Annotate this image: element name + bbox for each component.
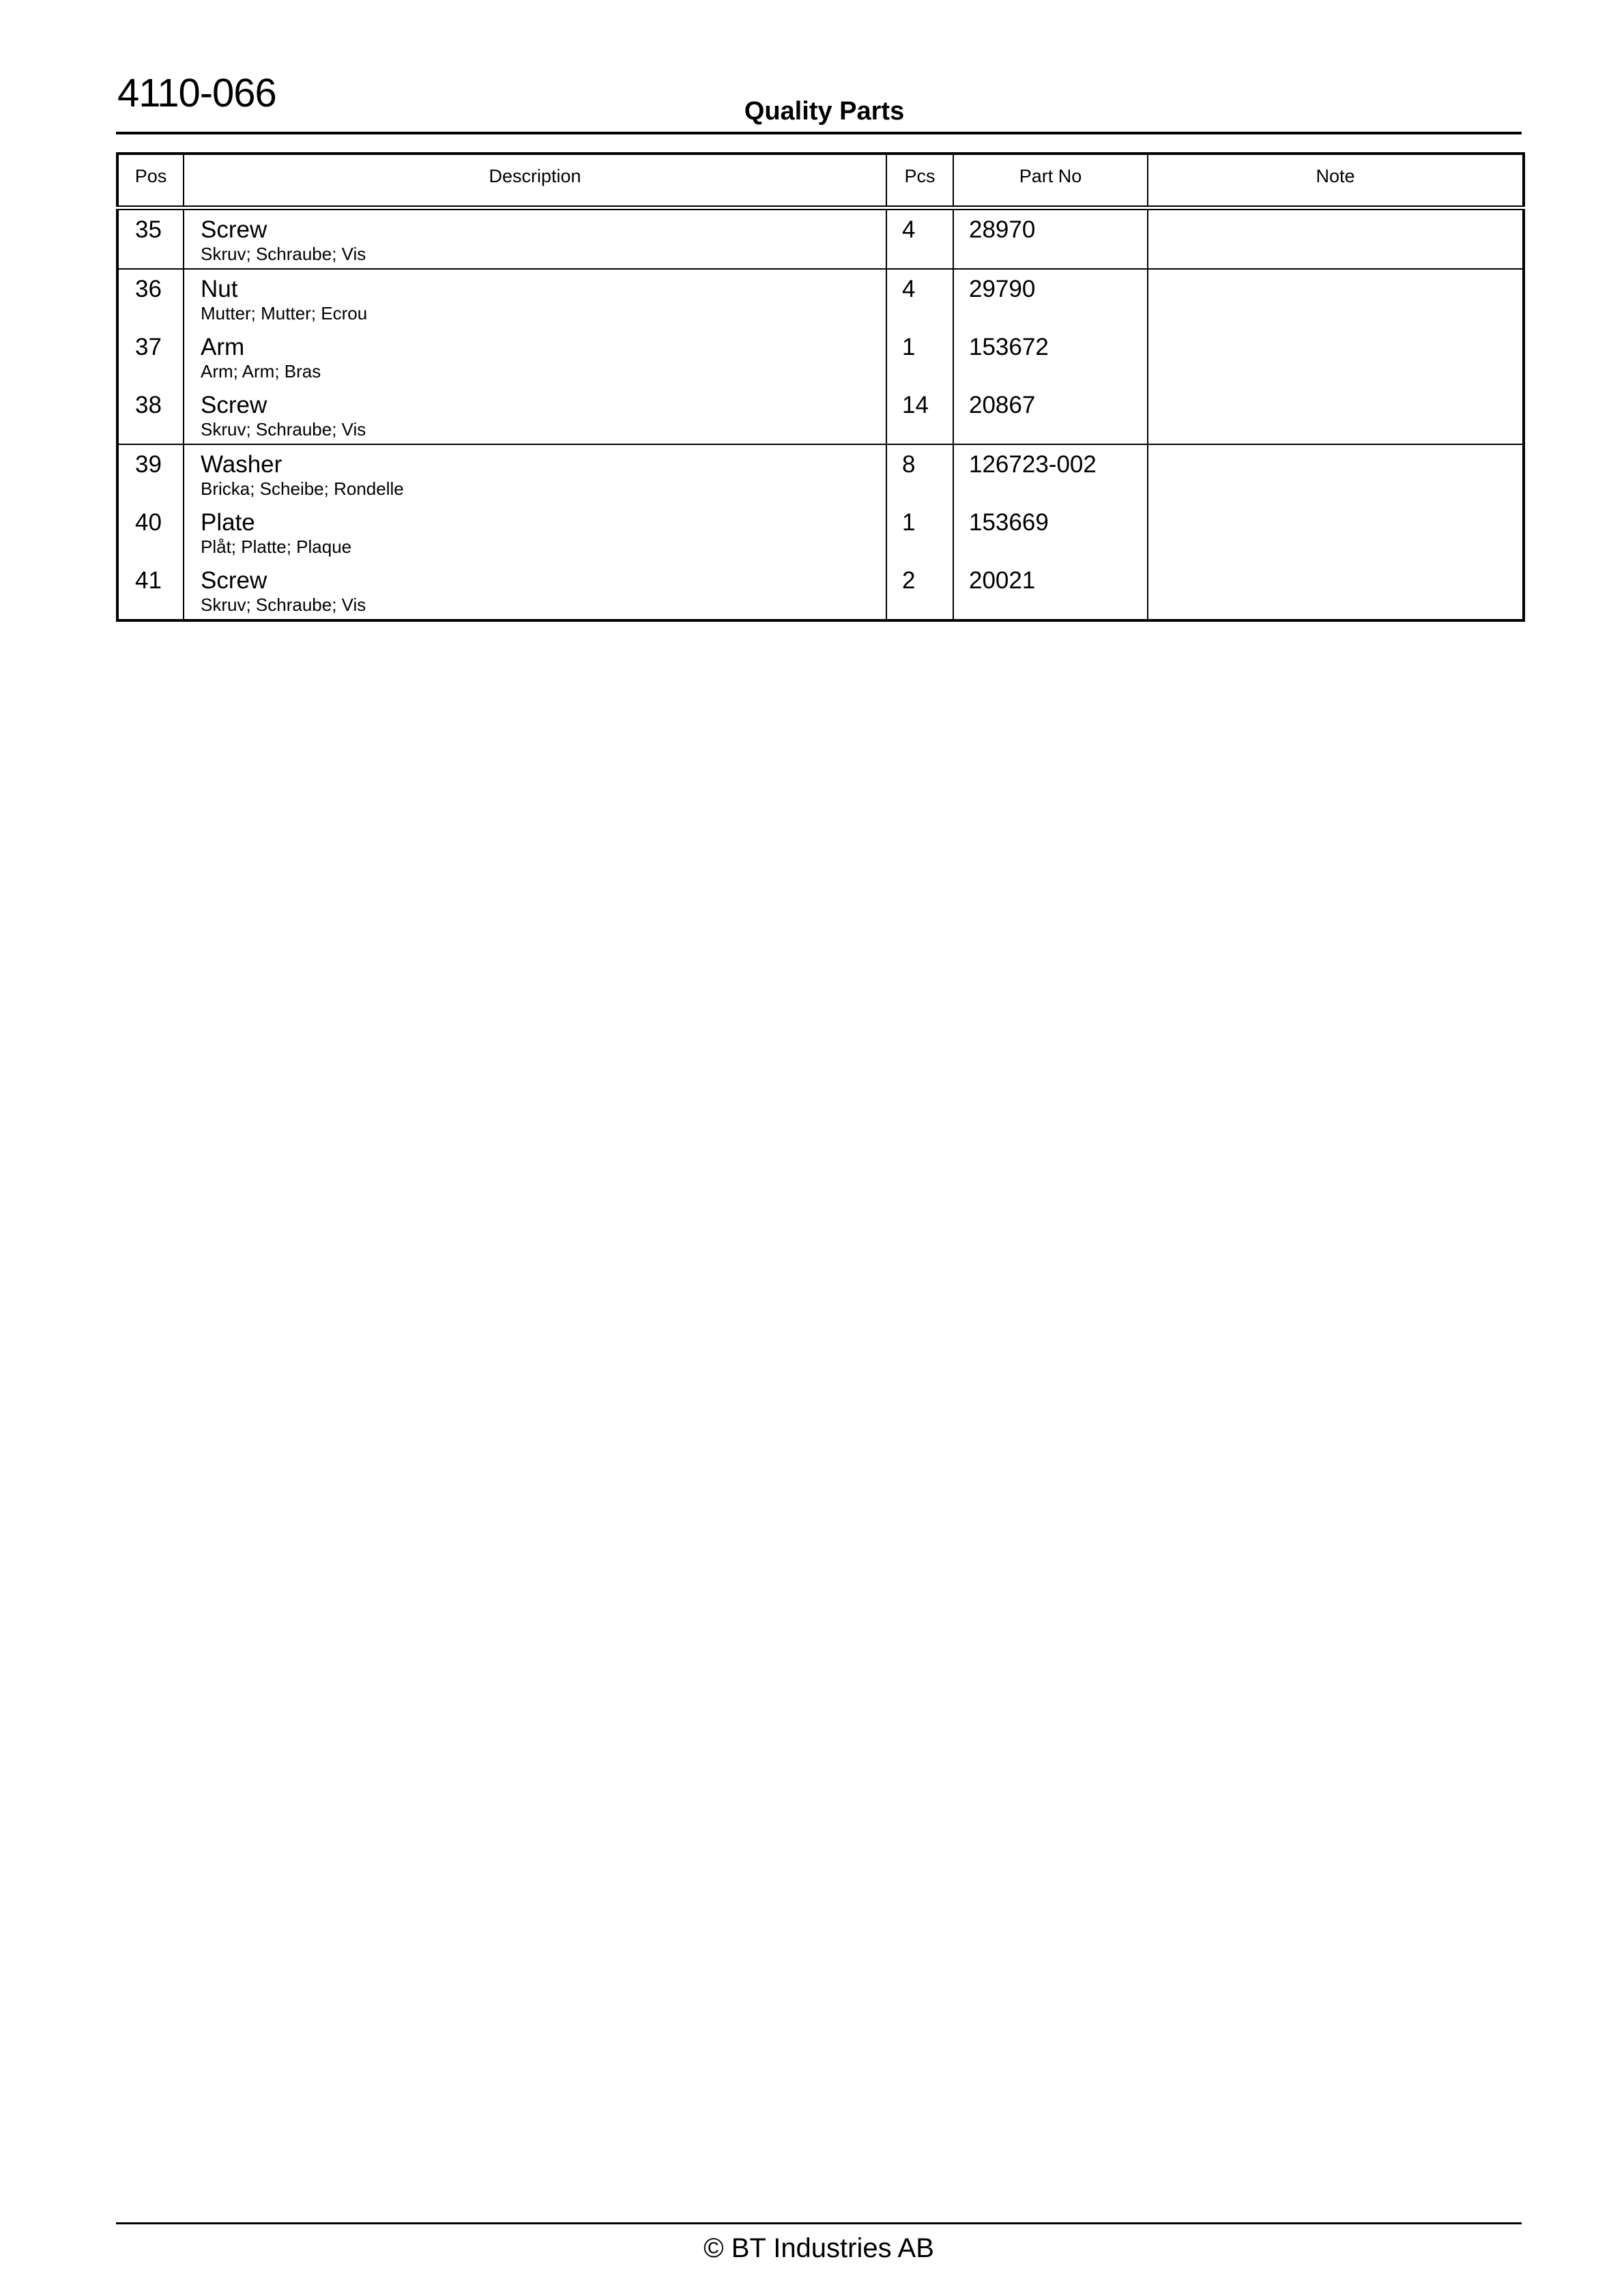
part-note	[1148, 445, 1522, 451]
cell-note	[1148, 386, 1524, 444]
part-translations: Skruv; Schraube; Vis	[201, 419, 366, 440]
piece-count: 4	[902, 276, 916, 302]
cell-pcs	[886, 561, 953, 620]
cell-note	[1148, 444, 1524, 503]
piece-count: 4	[902, 216, 916, 243]
cell-part-no	[953, 328, 1148, 386]
table-row	[117, 503, 1524, 561]
cell-part-no	[953, 208, 1148, 270]
part-note	[1148, 503, 1522, 509]
table-row	[117, 386, 1524, 444]
part-translations: Skruv; Schraube; Vis	[201, 594, 366, 615]
page-title: Quality Parts	[744, 97, 905, 126]
pos-number: 35	[135, 216, 162, 243]
row-group	[117, 444, 1524, 620]
part-translations: Skruv; Schraube; Vis	[201, 244, 366, 264]
column-header-part-no: Part No	[953, 154, 1148, 208]
cell-pos	[117, 503, 184, 561]
part-description: Arm	[201, 334, 245, 360]
row-group	[117, 269, 1524, 444]
part-number: 126723-002	[969, 451, 1097, 478]
cell-description	[184, 269, 886, 328]
column-header-pos: Pos	[117, 154, 184, 208]
part-note	[1148, 386, 1522, 392]
part-translations: Arm; Arm; Bras	[201, 361, 321, 382]
cell-note	[1148, 561, 1524, 620]
part-description: Screw	[201, 216, 267, 243]
parts-table	[116, 152, 1525, 622]
part-note	[1148, 328, 1522, 334]
piece-count: 2	[902, 567, 916, 594]
part-description: Nut	[201, 276, 238, 302]
cell-pos	[117, 208, 184, 270]
cell-pcs	[886, 269, 953, 328]
column-header-note: Note	[1148, 154, 1524, 208]
cell-pcs	[886, 328, 953, 386]
part-number: 28970	[969, 216, 1036, 243]
cell-note	[1148, 503, 1524, 561]
piece-count: 1	[902, 334, 916, 360]
cell-note	[1148, 328, 1524, 386]
column-header-description: Description	[184, 154, 886, 208]
table-row	[117, 208, 1524, 270]
cell-pos	[117, 561, 184, 620]
row-group	[117, 208, 1524, 270]
part-number: 20021	[969, 567, 1036, 594]
table-row	[117, 561, 1524, 620]
table-row	[117, 269, 1524, 328]
cell-pos	[117, 328, 184, 386]
part-note	[1148, 270, 1522, 276]
piece-count: 1	[902, 509, 916, 536]
piece-count: 14	[902, 392, 929, 418]
footer-divider	[116, 2222, 1522, 2224]
pos-number: 36	[135, 276, 162, 302]
cell-description	[184, 561, 886, 620]
cell-pos	[117, 386, 184, 444]
column-header-pcs: Pcs	[886, 154, 953, 208]
part-number: 153672	[969, 334, 1049, 360]
cell-description	[184, 328, 886, 386]
cell-part-no	[953, 386, 1148, 444]
part-description: Screw	[201, 567, 267, 594]
part-description: Washer	[201, 451, 282, 478]
cell-pos	[117, 444, 184, 503]
part-note	[1148, 561, 1522, 567]
part-translations: Plåt; Platte; Plaque	[201, 536, 352, 557]
cell-description	[184, 444, 886, 503]
cell-pcs	[886, 208, 953, 270]
part-number: 29790	[969, 276, 1036, 302]
document-number: 4110-066	[117, 71, 276, 115]
cell-description	[184, 503, 886, 561]
table-row	[117, 444, 1524, 503]
pos-number: 38	[135, 392, 162, 418]
cell-part-no	[953, 503, 1148, 561]
piece-count: 8	[902, 451, 916, 478]
cell-part-no	[953, 561, 1148, 620]
table-row	[117, 328, 1524, 386]
cell-pos	[117, 269, 184, 328]
part-number: 20867	[969, 392, 1036, 418]
cell-pcs	[886, 503, 953, 561]
part-number: 153669	[969, 509, 1049, 536]
pos-number: 41	[135, 567, 162, 594]
part-note	[1148, 210, 1522, 216]
part-translations: Bricka; Scheibe; Rondelle	[201, 478, 404, 499]
cell-note	[1148, 208, 1524, 270]
footer-copyright: © BT Industries AB	[704, 2233, 934, 2263]
cell-description	[184, 386, 886, 444]
cell-note	[1148, 269, 1524, 328]
pos-number: 40	[135, 509, 162, 536]
cell-part-no	[953, 269, 1148, 328]
part-description: Screw	[201, 392, 267, 418]
cell-part-no	[953, 444, 1148, 503]
pos-number: 39	[135, 451, 162, 478]
cell-pcs	[886, 386, 953, 444]
pos-number: 37	[135, 334, 162, 360]
part-description: Plate	[201, 509, 255, 536]
cell-pcs	[886, 444, 953, 503]
part-translations: Mutter; Mutter; Ecrou	[201, 303, 368, 324]
cell-description	[184, 208, 886, 270]
table-header-row	[117, 154, 1524, 208]
header-divider	[116, 132, 1522, 134]
